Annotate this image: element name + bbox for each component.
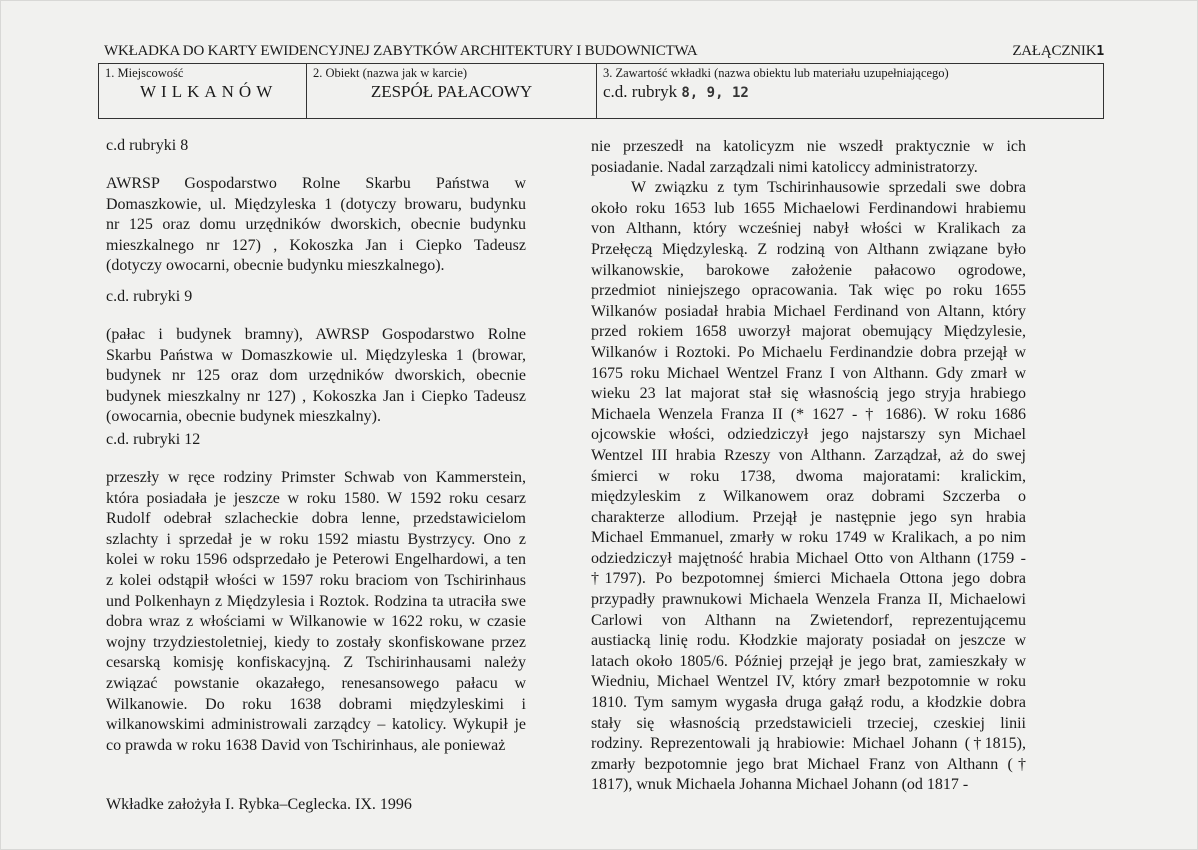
text-line: przedmiot niniejszego opracowania. Tak więc po roku 1655 <box>591 282 1026 300</box>
text-line: charakterze allodium. Przejął je następnie jego syn hrabia <box>591 508 1026 526</box>
text-line: 1817), wnuk Michaela Johanna Michael Johann (od 1817 - <box>591 776 969 794</box>
text-line: Wilkanów i Roztoki. Po Michaelu Ferdinandzie dobra przejął w <box>591 343 1026 361</box>
document-title: WKŁADKA DO KARTY EWIDENCYJNEJ ZABYTKÓW ARCHITEKTURY I BUDOWNICTWA <box>104 43 698 59</box>
text-line: 1810. Tym samym wygasła druga gałąź rodu, a kłodzkie dobra <box>591 694 1026 712</box>
text-line: Wentzel III hrabia Rzeszy von Althann. Zarządzał, aż do swej <box>591 446 1026 464</box>
text-line: ojcowskie włości, odziedziczył jego najstarszy syn Michael <box>591 426 1026 444</box>
text-line: 1675 roku Michael Wentzel Franz I von Althann. Gdy zmarł w <box>591 364 1026 382</box>
text-line: posiadanie. Nadal zarządzali nimi katoliccy administratorzy. <box>591 158 978 176</box>
text-line: Rudolf odebrał szlacheckie dobra lenne, przedstawicielom <box>106 510 526 528</box>
text-line: związać powstanie okazałego, renesansowego pałacu w <box>106 674 526 692</box>
field-value: ZESPÓŁ PAŁACOWY <box>370 82 533 101</box>
text-line: budynek nr 125 oraz dom urzędników dworskich, obecnie <box>106 367 526 385</box>
text-line: międzyleskim z Wilkanowem oraz dobrami Szczerba o <box>591 488 1026 506</box>
text-line: śmierci w roku 1738, dwoma majoratami: kralickim, <box>591 467 1026 485</box>
field-value-text: c.d. rubryk <box>603 82 678 101</box>
section-heading-8: c.d rubryki 8 <box>106 137 189 154</box>
text-line: przeszły w ręce rodziny Primster Schwab von Kammerstein, <box>106 469 526 486</box>
text-line: Domaszkowie, ul. Międzyleska 1 (dotyczy browaru, budynku <box>106 195 526 213</box>
text-line: nie przeszedł na katolicyzm nie wszedł praktycznie w ich <box>591 138 1026 155</box>
field-object <box>307 64 597 118</box>
text-line: wieku 23 lat majorat stał się własnością jego stryja hrabiego <box>591 385 1026 403</box>
attachment-label <box>1012 43 1104 60</box>
text-line: Carlowi von Althann na Zwietendorf, reprezentującemu <box>591 611 1026 629</box>
text-line: z kolei odstąpił włości w 1597 roku braciom von Tschirinhaus <box>106 571 526 589</box>
document-header <box>104 43 1104 60</box>
text-line: wilkanowskie, barokowe założenie pałacowo ogrodowe, <box>591 261 1026 279</box>
text-line: przypadły prawnukowi Michaela Wenzela Franza II, Michaelowi <box>591 591 1026 609</box>
text-line: von Althann, który wcześniej nabył włości w Kralikach za <box>591 220 1026 238</box>
section-heading-12: c.d. rubryki 12 <box>106 431 201 448</box>
text-line: około roku 1653 lub 1655 Michaelowi Ferdinandowi hrabiemu <box>591 199 1026 217</box>
text-line: budynek mieszkalny nr 127) , Kokoszka Jan i Ciepko Tadeusz <box>106 387 526 405</box>
text-line: (pałac i budynek bramny), AWRSP Gospodarstwo Rolne <box>106 326 526 343</box>
text-line: cesarską komisję konfiskacyjną. Z Tschirinhausami należy <box>106 654 526 672</box>
text-line: †1797). Po bezpotomnej śmierci Michaela Ottona jego dobra <box>591 570 1026 588</box>
text-line: nr 125 oraz domu urzędników dworskich, obecnie budynku <box>106 216 526 234</box>
text-line: która posiadała je jeszcze w roku 1580. W 1592 roku cesarz <box>106 489 526 507</box>
text-line: latach około 1805/6. Później przejął je jego brat, zamieszkały w <box>591 652 1026 670</box>
text-line: dobra wraz z włościami w Wilkanowie w 1622 roku, w czasie <box>106 613 526 631</box>
text-line: Wilkanów posiadał hrabia Michael Ferdinand von Altann, który <box>591 302 1026 320</box>
right-column-text <box>591 137 1026 796</box>
attachment-number: 1 <box>1096 44 1104 59</box>
text-line: Wilkanowie. Do roku 1638 dobrami międzyleskimi i <box>106 695 526 713</box>
text-line: rodziny. Reprezentowali ją hrabiowie: Michael Johann (†1815), <box>591 735 1026 753</box>
text-line: wojny trzydziestoletniej, kiedy to zostały skonfiskowane przez <box>106 633 526 651</box>
text-line: co prawda w roku 1638 David von Tschirinhaus, ale ponieważ <box>106 736 506 754</box>
section-body-8 <box>106 174 526 277</box>
field-value <box>603 82 1097 102</box>
field-value: WILKANÓW <box>140 82 278 101</box>
section-body-12 <box>106 468 526 756</box>
field-contents <box>597 64 1103 118</box>
text-line: (owocarnia, obecnie budynek mieszkalny). <box>106 408 382 426</box>
text-line: und Polkenhayn z Międzylesia i Roztok. Rodzina ta utraciła swe <box>106 592 526 610</box>
text-line: Wiedniu, Michael Wentzel IV, który zmarł bezpotomnie w roku <box>591 673 1026 691</box>
field-locality <box>99 64 307 118</box>
text-line: Michaela Wenzela Franza II (* 1627 - † 1686). W roku 1686 <box>591 405 1026 423</box>
text-line: zmarły bezpotomnie jego brat Michael Franz von Althann († <box>591 755 1026 773</box>
text-line: przed rokiem 1658 uworzył majorat obemujący Międzylesie, <box>591 323 1026 341</box>
text-line: stały się własnością przedstawicieli trzeciej, czeskiej linii <box>591 714 1026 732</box>
field-label: 2. Obiekt (nazwa jak w karcie) <box>313 66 468 80</box>
text-line: Michael Emmanuel, zmarły w roku 1749 w Kralikach, a po nim <box>591 529 1026 547</box>
attachment-text: ZAŁĄCZNIK <box>1012 43 1097 59</box>
text-line: (dotyczy owocarni, obecnie budynku mieszkalnego). <box>106 257 445 275</box>
text-line: szlachty i sprzedał je w roku 1592 miastu Bystrzycy. Ono z <box>106 530 526 548</box>
section-heading-9: c.d. rubryki 9 <box>106 288 193 305</box>
text-line: AWRSP Gospodarstwo Rolne Skarbu Państwa w <box>106 175 526 192</box>
field-label: 3. Zawartość wkładki (nazwa obiektu lub materiału uzupełniającego) <box>603 66 949 80</box>
text-line: mieszkalnego nr 127) , Kokoszka Jan i Ciepko Tadeusz <box>106 236 526 254</box>
text-line: Przełęczą Międzyleską. Z rodziną von Althann związane było <box>591 240 1026 258</box>
handwritten-numbers: 8, 9, 12 <box>681 85 749 101</box>
field-label: 1. Miejscowość <box>105 66 184 80</box>
text-line: wilkanowskimi administrowali zarządcy – katolicy. Wykupił je <box>106 716 526 734</box>
footer-author: Wkładke założyła I. Rybka–Ceglecka. IX. 1996 <box>106 796 412 813</box>
text-line: Skarbu Państwa w Domaszkowie ul. Międzyleska 1 (browar, <box>106 346 526 364</box>
text-line: kolei w roku 1596 odsprzedało je Peterowi Engelhardowi, a ten <box>106 551 526 569</box>
text-line: austiacką linię rodu. Kłodzkie majoraty posiadał on jeszcze w <box>591 632 1026 650</box>
form-header-box <box>98 63 1104 119</box>
section-body-9 <box>106 325 526 428</box>
text-line: W związku z tym Tschirinhausowie sprzedali swe dobra <box>631 179 1026 197</box>
text-line: odziedziczył majętność hrabia Michael Otto von Althann (1759 - <box>591 549 1026 567</box>
